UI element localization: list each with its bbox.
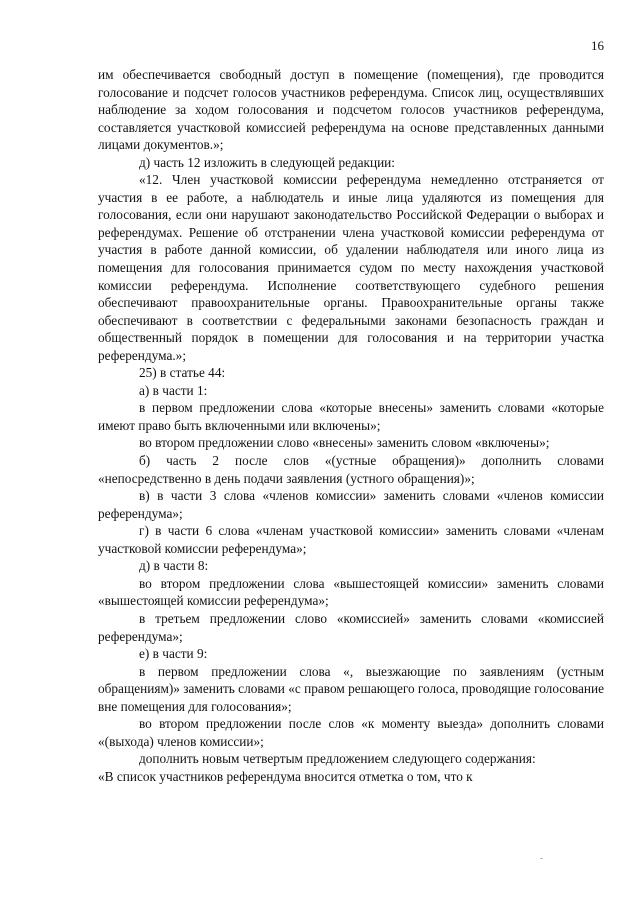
document-body — [98, 66, 604, 785]
paragraph: в третьем предложении слово «комиссией» заменить словами «комиссией референдума»; — [98, 610, 604, 644]
page-number: 16 — [591, 38, 604, 53]
paragraph: 25) в статье 44: — [139, 365, 226, 381]
paragraph: «12. Член участковой комиссии референдума немедленно отстраняется от участия в ее работе, а наблюдатель и иные лица удаляются из помещения для голосования, если они нарушают законодательство Российской Федерации о выборах и референдумах. Решение об отстранении члена участковой комиссии референдума от участия в работе данной комиссии, об удалении наблюдателя или иного лица из помещения для голосования принимается судом по месту нахождения участковой комиссии референдума. Исполнение соответствующего судебного решения обеспечивают правоохранительные органы. Правоохранительные органы также обеспечивают в соответствии с федеральными законами безопасность граждан и общественный порядок в помещении для голосования и на территории участка референдума.»; — [98, 172, 604, 363]
paragraph: во втором предложении слово «внесены» заменить словом «включены»; — [139, 435, 550, 451]
paragraph: в) в части 3 слова «членов комиссии» заменить словами «членов комиссии референдума»; — [98, 488, 604, 521]
paragraph: им обеспечивается свободный доступ в помещение (помещения), где проводится голосование и подсчет голосов участников референдума. Список лиц, осуществлявших наблюдение за ходом голосования и подсчетом голосов участников референдума, составляется участковой комиссией референдума на основе представленных данными лицами документов.»; — [98, 67, 604, 153]
paragraph: во втором предложении после слов «к моменту выезда» дополнить словами «(выхода) членов комиссии»; — [98, 716, 604, 749]
paragraph: в первом предложении слова «которые внесены» заменить словами «которые имеют право быть включенными или включены»; — [98, 400, 604, 433]
paragraph: а) в части 1: — [139, 382, 208, 398]
paragraph: е) в части 9: — [139, 646, 208, 662]
scan-artifact — [540, 858, 543, 859]
paragraph: «В список участников референдума вносится отметка о том, что к — [98, 768, 473, 784]
paragraph: д) часть 12 изложить в следующей редакции: — [139, 154, 395, 170]
paragraph: во втором предложении слова «вышестоящей комиссии» заменить словами «вышестоящей комиссии референдума»; — [98, 575, 604, 609]
paragraph: б) часть 2 после слов «(устные обращения)» дополнить словами «непосредственно в день подачи заявления (устного обращения)»; — [98, 453, 604, 486]
paragraph: в первом предложении слова «, выезжающие по заявлениям (устным обращениям)» заменить словами «с правом решающего голоса, проводящие голосование вне помещения для голосования»; — [98, 663, 604, 714]
paragraph: г) в части 6 слова «членам участковой комиссии» заменить словами «членам участковой комиссии референдума»; — [98, 523, 604, 556]
paragraph: дополнить новым четвертым предложением следующего содержания: — [139, 751, 536, 767]
paragraph: д) в части 8: — [139, 558, 209, 574]
